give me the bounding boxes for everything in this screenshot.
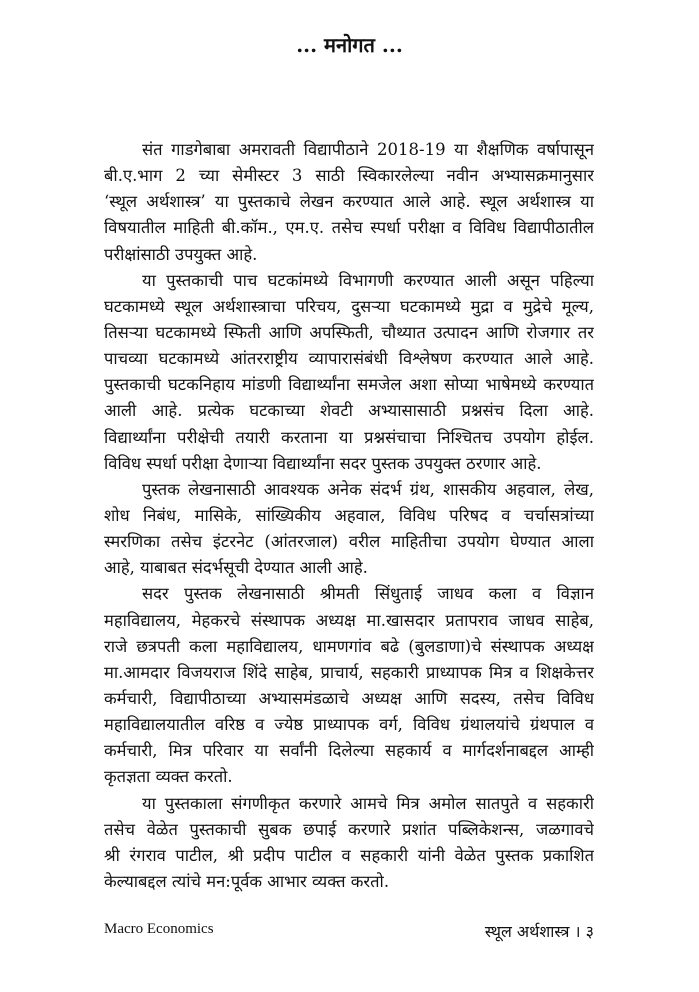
text-line: शोध निबंध, मासिके, सांख्यिकीय अहवाल, विविध परिषद व चर्चासत्रांच्या bbox=[104, 505, 594, 525]
text-line: या पुस्तकाला संगणीकृत करणारे आमचे मित्र अमोल सातपुते व सहकारी bbox=[142, 793, 594, 813]
footer-book-title-page-number: स्थूल अर्थशास्त्र । ३ bbox=[484, 922, 594, 941]
text-line: या पुस्तकाची पाच घटकांमध्ये विभागणी करण्यात आली असून पहिल्या bbox=[142, 270, 594, 290]
text-line: संत गाडगेबाबा अमरावती विद्यापीठाने 2018-19 या शैक्षणिक वर्षापासून bbox=[142, 140, 594, 159]
text-line: तसेच वेळेत पुस्तकाची सुबक छपाई करणारे प्रशांत पब्लिकेशन्स, जळगावचे bbox=[104, 819, 594, 839]
text-line: पाचव्या घटकामध्ये आंतरराष्ट्रीय व्यापारासंबंधी विश्लेषण करण्यात आले आहे. bbox=[104, 349, 594, 369]
text-line: केल्याबद्दल त्यांचे मन:पूर्वक आभार व्यक्त करतो. bbox=[104, 871, 390, 891]
text-line: कर्मचारी, मित्र परिवार या सर्वांनी दिलेल्या सहकार्य व मार्गदर्शनाबद्दल आम्ही bbox=[104, 741, 594, 761]
preface-body bbox=[104, 137, 594, 895]
text-line: सदर पुस्तक लेखनासाठी श्रीमती सिंधुताई जाधव कला व विज्ञान bbox=[142, 584, 594, 604]
text-line: महाविद्यालयातील वरिष्ठ व ज्येष्ठ प्राध्यापक वर्ग, विविध ग्रंथालयांचे ग्रंथपाल व bbox=[104, 715, 594, 735]
text-line: महाविद्यालय, मेहकरचे संस्थापक अध्यक्ष मा.खासदार प्रतापराव जाधव साहेब, bbox=[104, 610, 594, 630]
paragraph bbox=[104, 791, 594, 896]
text-line: आली आहे. प्रत्येक घटकाच्या शेवटी अभ्यासासाठी प्रश्नसंच दिला आहे. bbox=[104, 401, 594, 421]
text-line: परीक्षांसाठी उपयुक्त आहे. bbox=[104, 244, 258, 264]
text-line: श्री रंगराव पाटील, श्री प्रदीप पाटील व सहकारी यांनी वेळेत पुस्तक प्रकाशित bbox=[104, 845, 594, 865]
paragraph bbox=[104, 268, 594, 477]
paragraph bbox=[104, 477, 594, 582]
text-line: तिसऱ्या घटकामध्ये स्फिती आणि अपस्फिती, चौथ्यात उत्पादन आणि रोजगार तर bbox=[104, 322, 594, 342]
text-line: घटकामध्ये स्थूल अर्थशास्त्राचा परिचय, दुसऱ्या घटकामध्ये मुद्रा व मुद्रेचे मूल्य, bbox=[104, 296, 594, 316]
text-line: विषयातील माहिती बी.कॉम., एम.ए. तसेच स्पर्धा परीक्षा व विविध विद्यापीठातील bbox=[104, 218, 594, 238]
text-line: स्मरणिका तसेच इंटरनेट (आंतरजाल) वरील माहितीचा उपयोग घेण्यात आला bbox=[104, 532, 594, 552]
page-title: ... मनोगत ... bbox=[296, 33, 403, 57]
text-line: राजे छत्रपती कला महाविद्यालय, धामणगांव बढे (बुलडाणा)चे संस्थापक अध्यक्ष bbox=[104, 636, 594, 656]
text-line: पुस्तक लेखनासाठी आवश्यक अनेक संदर्भ ग्रंथ, शासकीय अहवाल, लेख, bbox=[142, 479, 594, 499]
text-line: पुस्तकाची घटकनिहाय मांडणी विद्यार्थ्यांना समजेल अशा सोप्या भाषेमध्ये करण्यात bbox=[104, 375, 594, 395]
text-line: विविध स्पर्धा परीक्षा देणाऱ्या विद्यार्थ्यांना सदर पुस्तक उपयुक्त ठरणार आहे. bbox=[104, 453, 542, 473]
paragraph bbox=[104, 137, 594, 268]
text-line: आहे, याबाबत संदर्भसूची देण्यात आली आहे. bbox=[104, 558, 368, 578]
text-line: ‘स्थूल अर्थशास्त्र’ या पुस्तकाचे लेखन करण्यात आले आहे. स्थूल अर्थशास्त्र या bbox=[104, 192, 594, 212]
text-line: बी.ए.भाग 2 च्या सेमीस्टर 3 साठी स्विकारलेल्या नवीन अभ्यासक्रमानुसार bbox=[104, 166, 594, 186]
text-line: विद्यार्थ्यांना परीक्षेची तयारी करताना या प्रश्नसंचाचा निश्चितच उपयोग होईल. bbox=[104, 427, 594, 447]
text-line: मा.आमदार विजयराज शिंदे साहेब, प्राचार्य, सहकारी प्राध्यापक मित्र व शिक्षकेत्तर bbox=[104, 662, 594, 682]
footer-book-title-english: Macro Economics bbox=[104, 921, 214, 937]
paragraph bbox=[104, 581, 594, 790]
text-line: कृतज्ञता व्यक्त करतो. bbox=[104, 767, 233, 787]
text-line: कर्मचारी, विद्यापीठाच्या अभ्यासमंडळाचे अध्यक्ष आणि सदस्य, तसेच विविध bbox=[104, 688, 594, 708]
